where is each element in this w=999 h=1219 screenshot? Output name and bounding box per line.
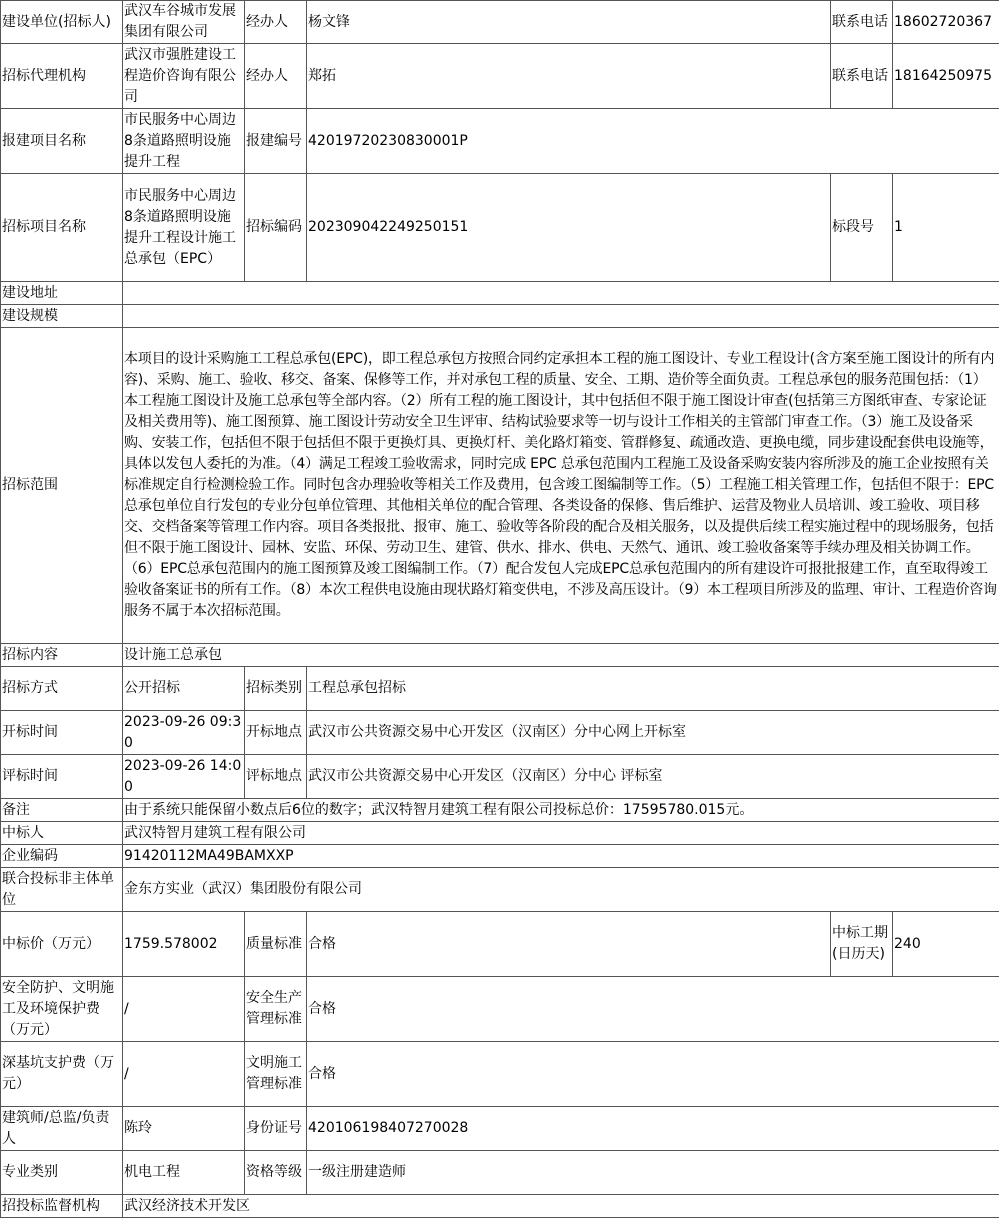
safety-std-value: 合格 [307, 977, 999, 1042]
eval-place-value: 武汉市公共资源交易中心开发区（汉南区）分中心 评标室 [307, 755, 999, 799]
row-bid-project [1, 174, 999, 282]
agency-phone: 18164250975 [893, 44, 999, 109]
row-project [1, 109, 999, 174]
row-scope [1, 328, 999, 644]
section-label: 标段号 [831, 174, 893, 282]
row-note [1, 799, 999, 822]
row-major [1, 1151, 999, 1195]
row-method [1, 667, 999, 711]
row-open [1, 711, 999, 755]
row-address [1, 282, 999, 305]
open-place-label: 开标地点 [245, 711, 307, 755]
row-content [1, 644, 999, 667]
owner-contact: 杨文锋 [307, 1, 831, 44]
method-label: 招标方式 [1, 667, 123, 711]
qual-label: 资格等级 [245, 1151, 307, 1195]
id-label: 身份证号 [245, 1107, 307, 1151]
project-code-label: 报建编号 [245, 109, 307, 174]
id-value: 420106198407270028 [307, 1107, 999, 1151]
period-label: 中标工期(日历天) [831, 912, 893, 977]
row-company-code [1, 845, 999, 868]
project-value: 市民服务中心周边8条道路照明设施提升工程 [123, 109, 245, 174]
price-value: 1759.578002 [123, 912, 245, 977]
pit-value: / [123, 1042, 245, 1107]
row-price [1, 912, 999, 977]
eval-time-label: 评标时间 [1, 755, 123, 799]
bid-project-value: 市民服务中心周边8条道路照明设施提升工程设计施工总承包（EPC） [123, 174, 245, 282]
agency-value: 武汉市强胜建设工程造价咨询有限公司 [123, 44, 245, 109]
scale-label: 建设规模 [1, 305, 123, 328]
joint-label: 联合投标非主体单位 [1, 868, 123, 912]
owner-phone: 18602720367 [893, 1, 999, 44]
manager-label: 建筑师/总监/负责人 [1, 1107, 123, 1151]
safety-value: / [123, 977, 245, 1042]
row-joint [1, 868, 999, 912]
open-place-value: 武汉市公共资源交易中心开发区（汉南区）分中心网上开标室 [307, 711, 999, 755]
civil-std-value: 合格 [307, 1042, 999, 1107]
period-value: 240 [893, 912, 999, 977]
row-pit [1, 1042, 999, 1107]
content-value: 设计施工总承包 [123, 644, 999, 667]
quality-label: 质量标准 [245, 912, 307, 977]
civil-std-label: 文明施工管理标准 [245, 1042, 307, 1107]
owner-phone-label: 联系电话 [831, 1, 893, 44]
section-value: 1 [893, 174, 999, 282]
method-value: 公开招标 [123, 667, 245, 711]
note-value: 由于系统只能保留小数点后6位的数字；武汉特智月建筑工程有限公司投标总价：17595780.015元。 [123, 799, 999, 822]
note-label: 备注 [1, 799, 123, 822]
row-agency [1, 44, 999, 109]
supervisor-value: 武汉经济技术开发区 [123, 1195, 999, 1218]
eval-place-label: 评标地点 [245, 755, 307, 799]
scale-value [123, 305, 999, 328]
row-manager [1, 1107, 999, 1151]
joint-value: 金东方实业（武汉）集团股份有限公司 [123, 868, 999, 912]
eval-time-value: 2023-09-26 14:00 [123, 755, 245, 799]
address-label: 建设地址 [1, 282, 123, 305]
owner-contact-label: 经办人 [245, 1, 307, 44]
bid-project-label: 招标项目名称 [1, 174, 123, 282]
quality-value: 合格 [307, 912, 831, 977]
bid-type-value: 工程总承包招标 [307, 667, 999, 711]
row-winner [1, 822, 999, 845]
scope-value: 本项目的设计采购施工工程总承包(EPC)，即工程总承包方按照合同约定承担本工程的施工图设计、专业工程设计(含方案至施工图设计的所有内容)、采购、施工、验收、移交、备案、保修等工作，并对承包工程的质量、安全、工期、造价等全面负责。工程总承包的服务范围包括：（1）本工程施工图设计及施工总承包等全部内容。（2）所有工程的施工图设计，其中包括但不限于施工图设计审查(包括第三方图纸审查、专家论证及相关费用等)、施工图预算、施工图设计劳动安全卫生评审、结构试验要求等一切与设计工作相关的主管部门审查工作。（3）施工及设备采购、安装工作，包括但不限于包括但不限于更换灯具、更换灯杆、美化路灯箱变、管群修复、疏通改造、更换电缆，同步建设配套供电设施等，具体以发包人委托的为准。（4）满足工程竣工验收需求，同时完成 EPC 总承包范围内工程施工及设备采购安装内容所涉及的施工企业按照有关标准规定自行检测检验工作。同时包含办理验收等相关工作及费用，包含竣工图编制等工作。（5）工程施工相关管理工作，包括但不限于：EPC 总承包单位自行发包的专业分包单位管理、其他相关单位的配合管理、各类设备的保修、售后维护、运营及物业人员培训、竣工验收、项目移交、交档备案等管理工作内容。项目各类报批、报审、施工、验收等各阶段的配合及相关服务，以及提供后续工程实施过程中的现场服务，包括但不限于施工图设计、园林、安监、环保、劳动卫生、建管、供水、排水、供电、天然气、通讯、竣工验收备案等手续办理及相关协调工作。（6）EPC总承包范围内的施工图预算及竣工图编制工作。（7）配合发包人完成EPC总承包范围内的所有建设许可报批报建工作，直至取得竣工验收备案证书的所有工作。（8）本次工程供电设施由现状路灯箱变供电，不涉及高压设计。（9）本工程项目所涉及的监理、审计、工程造价咨询服务不属于本次招标范围。 [123, 328, 999, 644]
agency-contact-label: 经办人 [245, 44, 307, 109]
manager-value: 陈玲 [123, 1107, 245, 1151]
major-label: 专业类别 [1, 1151, 123, 1195]
row-safety [1, 977, 999, 1042]
bid-code-label: 招标编码 [245, 174, 307, 282]
owner-label: 建设单位(招标人) [1, 1, 123, 44]
agency-label: 招标代理机构 [1, 44, 123, 109]
owner-value: 武汉车谷城市发展集团有限公司 [123, 1, 245, 44]
safety-label: 安全防护、文明施工及环境保护费（万元） [1, 977, 123, 1042]
safety-std-label: 安全生产管理标准 [245, 977, 307, 1042]
open-time-value: 2023-09-26 09:30 [123, 711, 245, 755]
project-code: 42019720230830001P [307, 109, 999, 174]
row-eval [1, 755, 999, 799]
company-code-value: 91420112MA49BAMXXP [123, 845, 999, 868]
row-scale [1, 305, 999, 328]
open-time-label: 开标时间 [1, 711, 123, 755]
row-owner [1, 1, 999, 44]
scope-label: 招标范围 [1, 328, 123, 644]
project-label: 报建项目名称 [1, 109, 123, 174]
bid-type-label: 招标类别 [245, 667, 307, 711]
supervisor-label: 招投标监督机构 [1, 1195, 123, 1218]
row-supervisor [1, 1195, 999, 1218]
winner-value: 武汉特智月建筑工程有限公司 [123, 822, 999, 845]
winner-label: 中标人 [1, 822, 123, 845]
address-value [123, 282, 999, 305]
qual-value: 一级注册建造师 [307, 1151, 999, 1195]
price-label: 中标价（万元） [1, 912, 123, 977]
agency-phone-label: 联系电话 [831, 44, 893, 109]
major-value: 机电工程 [123, 1151, 245, 1195]
bid-code: 202309042249250151 [307, 174, 831, 282]
pit-label: 深基坑支护费（万元） [1, 1042, 123, 1107]
agency-contact: 郑拓 [307, 44, 831, 109]
content-label: 招标内容 [1, 644, 123, 667]
company-code-label: 企业编码 [1, 845, 123, 868]
